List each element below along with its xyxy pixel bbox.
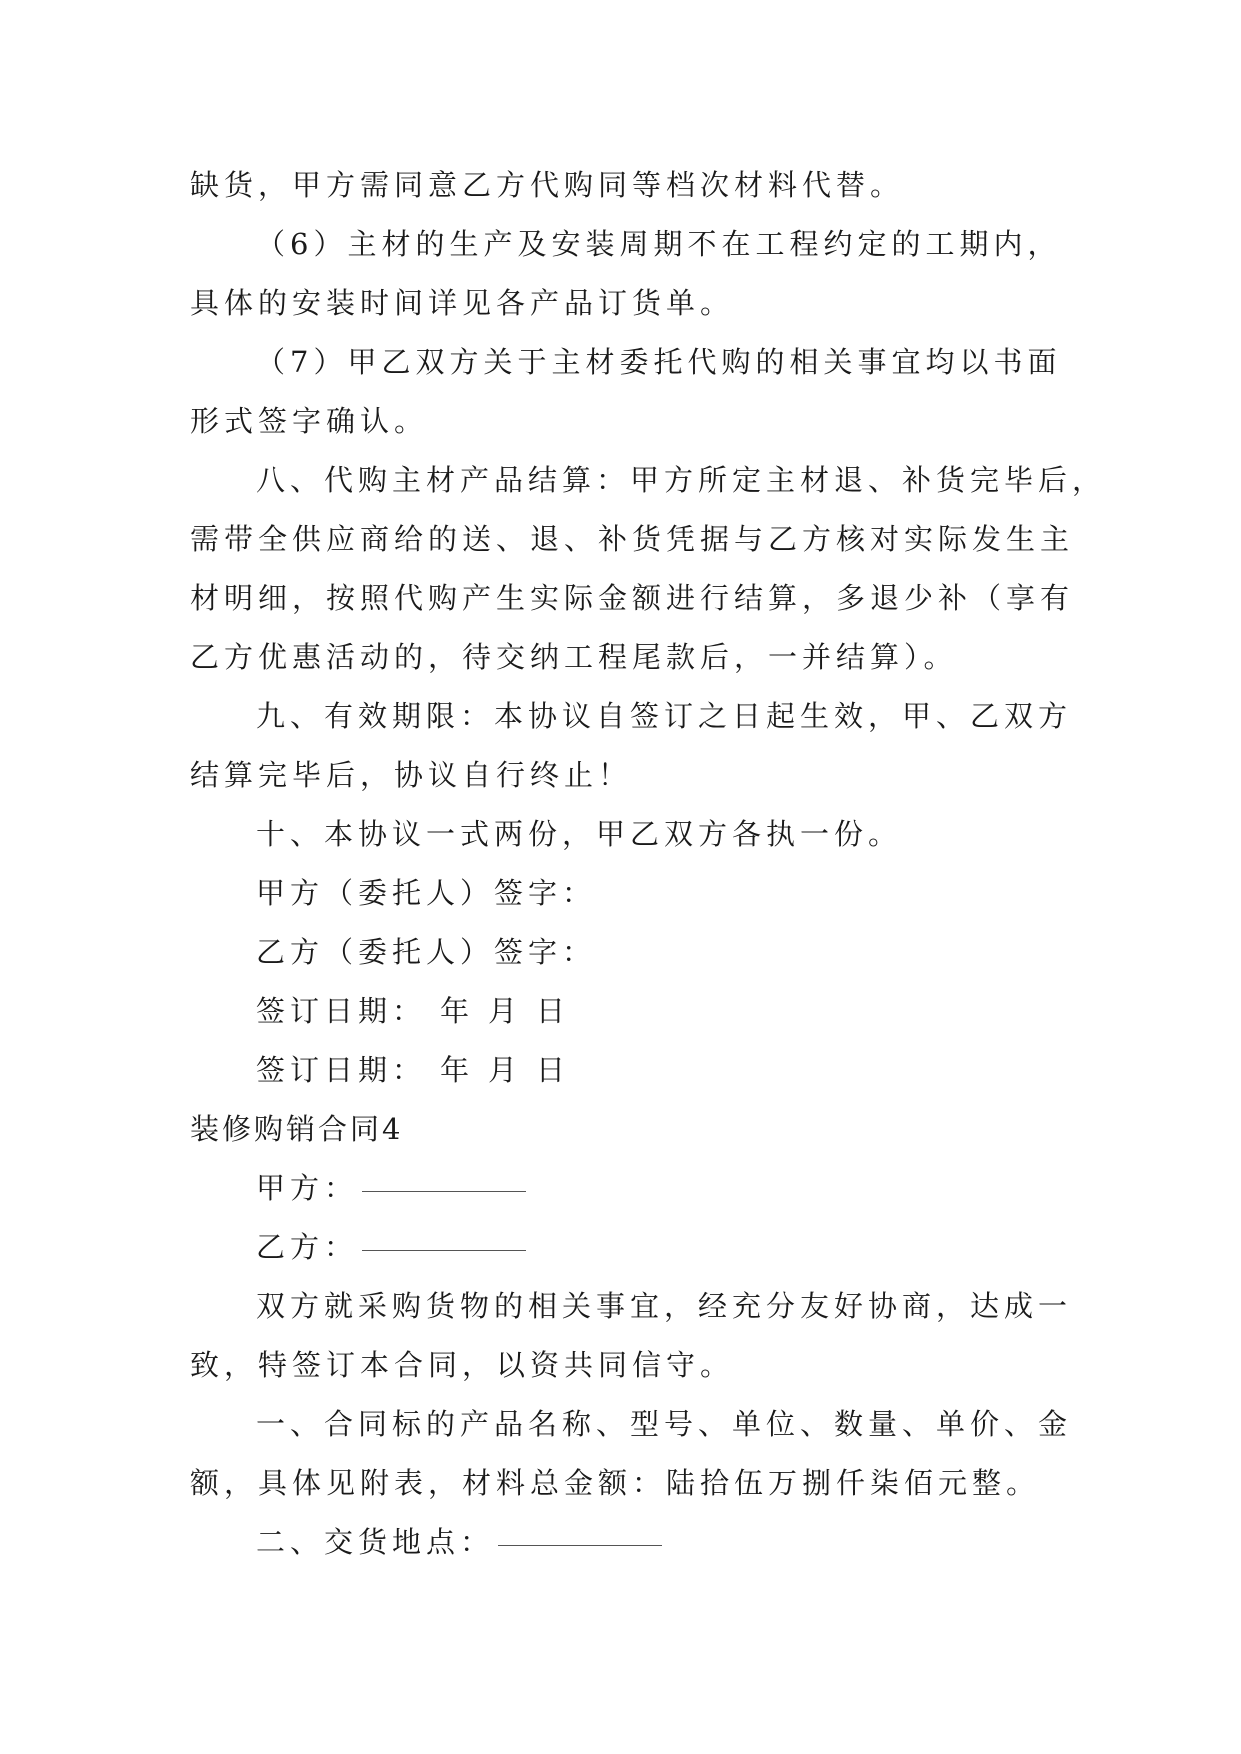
sign-date-day: 日 (536, 994, 571, 1028)
party-a-signature-line: 甲方（委托人）签字： (256, 876, 597, 910)
party-a-label: 甲方： (256, 1171, 359, 1205)
sign-date-day: 日 (536, 1053, 571, 1087)
paragraph-line: 缺货，甲方需同意乙方代购同等档次材料代替。 (190, 168, 905, 202)
paragraph-line: 一、合同标的产品名称、型号、单位、数量、单价、金 (256, 1407, 1073, 1441)
paragraph-line: 九、有效期限：本协议自签订之日起生效，甲、乙双方 (256, 699, 1073, 733)
delivery-line (190, 1513, 1050, 1572)
party-b-label: 乙方： (256, 1230, 359, 1264)
delivery-blank (498, 1544, 662, 1546)
sign-date-label: 签订日期： (256, 1053, 427, 1087)
sign-date-year: 年 (440, 994, 475, 1028)
paragraph-line: 十、本协议一式两份，甲乙双方各执一份。 (256, 817, 903, 851)
paragraph-line: 乙方优惠活动的，待交纳工程尾款后，一并结算）。 (190, 640, 958, 674)
sign-date-month: 月 (488, 994, 523, 1028)
party-a-line (190, 1159, 1050, 1218)
paragraph-line: 具体的安装时间详见各产品订货单。 (190, 286, 735, 320)
party-b-blank (362, 1249, 526, 1251)
paragraph-line: 材明细，按照代购产生实际金额进行结算，多退少补（享有 (190, 581, 1075, 615)
sign-date-year: 年 (440, 1053, 475, 1087)
paragraph-line: （7）甲乙双方关于主材委托代购的相关事宜均以书面 (256, 345, 1062, 379)
sign-date-label: 签订日期： (256, 994, 427, 1028)
delivery-label: 二、交货地点： (256, 1525, 495, 1559)
paragraph-line: 额，具体见附表，材料总金额：陆拾伍万捌仟柒佰元整。 (190, 1466, 1041, 1500)
sign-date-line (190, 982, 1050, 1041)
party-b-line (190, 1218, 1050, 1277)
contract-title: 装修购销合同4 (190, 1112, 404, 1146)
document-body (190, 156, 1107, 1572)
sign-date-line (190, 1041, 1050, 1100)
paragraph-line: 结算完毕后，协议自行终止！ (190, 758, 633, 792)
party-a-blank (362, 1190, 526, 1192)
paragraph-line: 需带全供应商给的送、退、补货凭据与乙方核对实际发生主 (190, 522, 1075, 556)
paragraph-line: （6）主材的生产及安装周期不在工程约定的工期内， (256, 227, 1062, 261)
party-b-signature-line: 乙方（委托人）签字： (256, 935, 597, 969)
paragraph-line: 双方就采购货物的相关事宜，经充分友好协商，达成一 (256, 1289, 1073, 1323)
paragraph-line: 致，特签订本合同，以资共同信守。 (190, 1348, 735, 1382)
paragraph-line: 形式签字确认。 (190, 404, 429, 438)
sign-date-month: 月 (488, 1053, 523, 1087)
paragraph-line: 八、代购主材产品结算：甲方所定主材退、补货完毕后， (256, 463, 1107, 497)
